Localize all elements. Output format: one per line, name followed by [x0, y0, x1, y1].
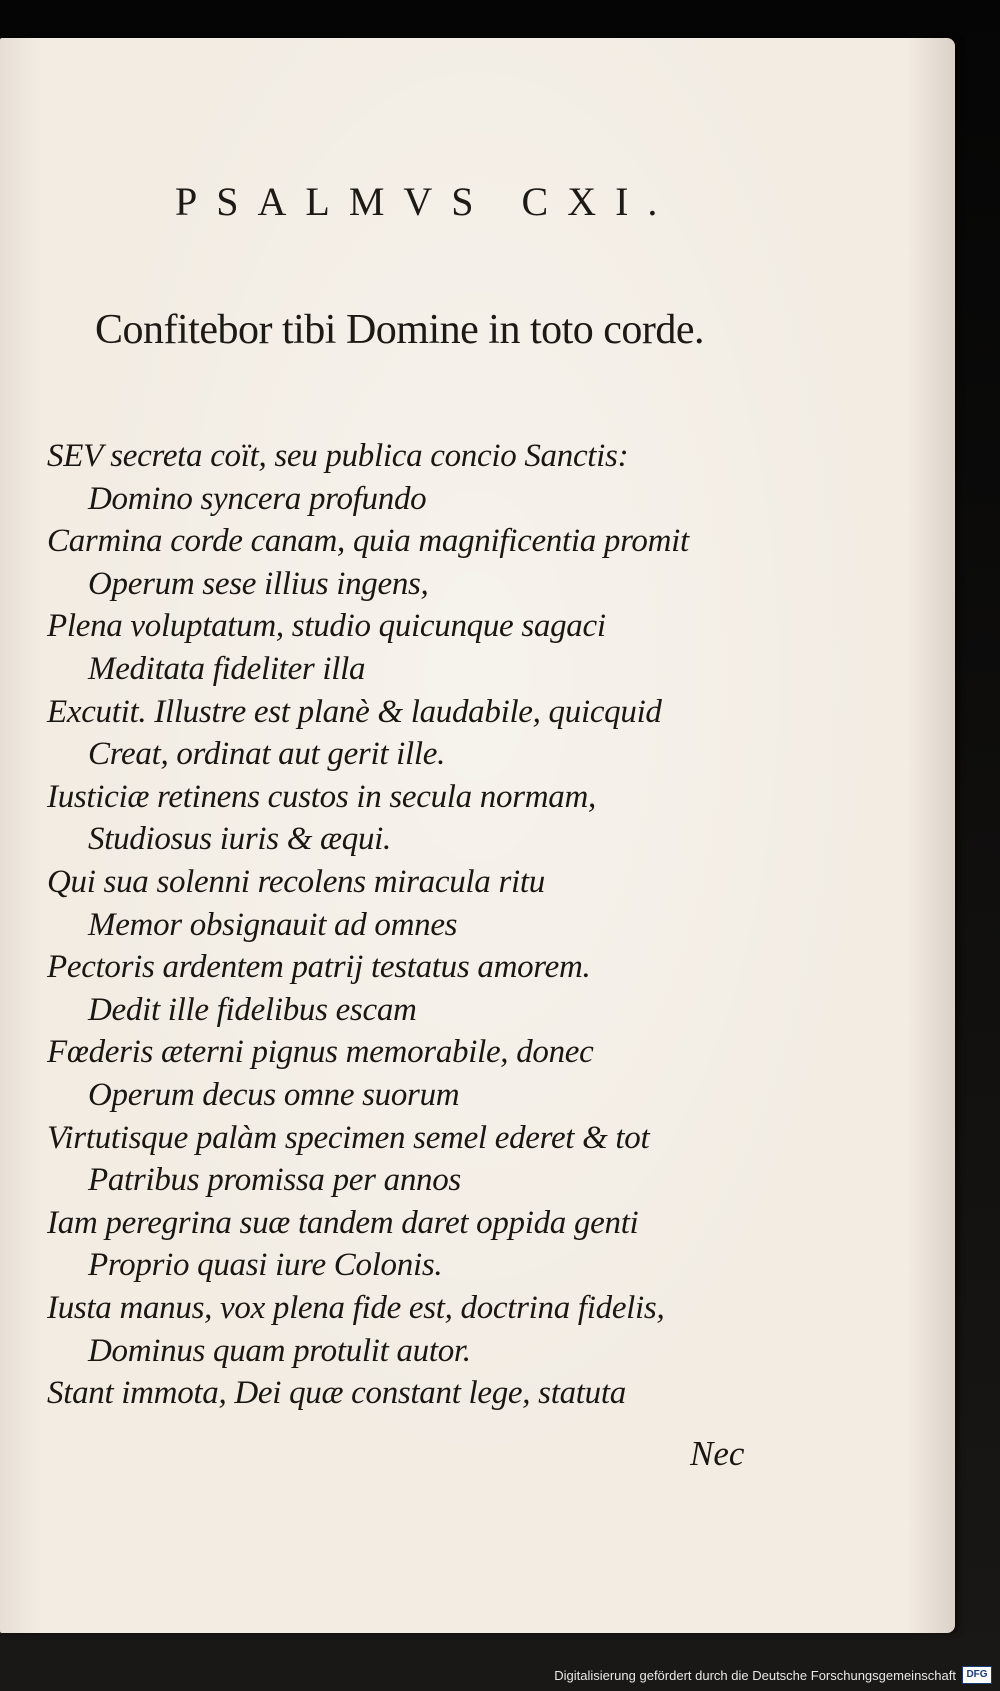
- psalm-heading: Confitebor tibi Domine in toto corde.: [95, 307, 705, 353]
- verse-line: Memor obsignauit ad omnes: [88, 906, 458, 943]
- verse-line: Excutit. Illustre est planè & laudabile, quicquid: [47, 693, 662, 730]
- verse-line: Plena voluptatum, studio quicunque sagaci: [47, 608, 606, 645]
- verse-line: Dedit ille fidelibus escam: [88, 991, 417, 1028]
- verse-line: Domino syncera profundo: [88, 480, 427, 517]
- verse-line: Patribus promissa per annos: [88, 1162, 461, 1199]
- catchword: Nec: [690, 1434, 745, 1473]
- verse-line: Dominus quam protulit autor.: [88, 1332, 471, 1369]
- verse-line: Pectoris ardentem patrij testatus amorem.: [47, 949, 591, 986]
- running-head: PSALMVS CXI.: [175, 179, 677, 224]
- verse-line: Stant immota, Dei quæ constant lege, statuta: [47, 1375, 626, 1412]
- verse-line: Meditata fideliter illa: [88, 651, 366, 687]
- verse-line: Proprio quasi iure Colonis.: [88, 1247, 443, 1284]
- verse-line: Iam peregrina suæ tandem daret oppida genti: [47, 1204, 639, 1241]
- digitization-credit: [554, 1663, 992, 1687]
- credit-text: Digitalisierung gefördert durch die Deutsche Forschungsgemeinschaft: [554, 1667, 956, 1683]
- verse-line: Virtutisque palàm specimen semel ederet & tot: [47, 1119, 650, 1156]
- verse-line: Fœderis æterni pignus memorabile, donec: [47, 1034, 594, 1071]
- verse-line: Operum sese illius ingens,: [88, 565, 429, 602]
- verse-line: Iusticiæ retinens custos in secula normam,: [47, 778, 596, 815]
- dfg-logo-icon: DFG: [962, 1666, 992, 1684]
- verse-line: SEV secreta coït, seu publica concio Sanctis:: [47, 438, 629, 474]
- verse-line: Creat, ordinat aut gerit ille.: [88, 736, 446, 773]
- verse-line: Operum decus omne suorum: [88, 1077, 460, 1113]
- book-page: [0, 38, 955, 1633]
- verse-line: Qui sua solenni recolens miracula ritu: [47, 864, 545, 900]
- verse-line: Studiosus iuris & æqui.: [88, 821, 391, 858]
- verse-line: Iusta manus, vox plena fide est, doctrina fidelis,: [47, 1290, 665, 1326]
- verse-line: Carmina corde canam, quia magnificentia promit: [47, 523, 689, 560]
